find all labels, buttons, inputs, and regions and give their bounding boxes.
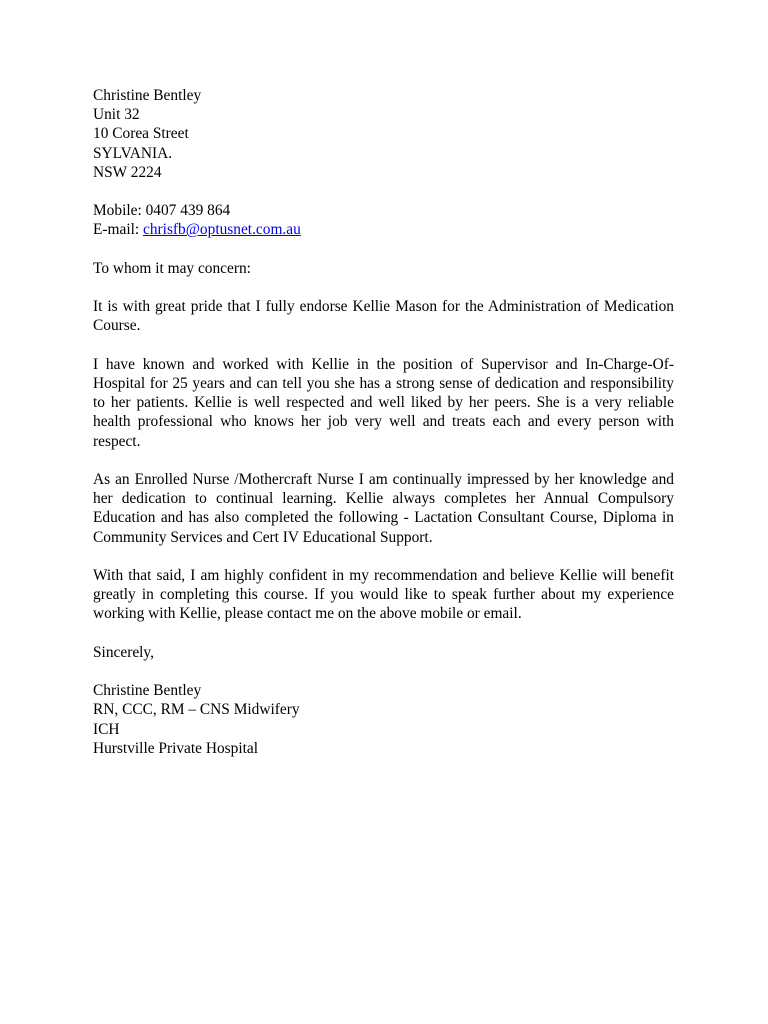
signature-name: Christine Bentley	[93, 682, 202, 700]
contact-details	[93, 201, 674, 239]
signature-credentials: RN, CCC, RM – CNS Midwifery	[93, 701, 300, 719]
closing: Sincerely,	[93, 643, 154, 661]
email-link[interactable]: chrisfb@optusnet.com.au	[143, 221, 301, 239]
salutation: To whom it may concern:	[93, 259, 251, 277]
paragraph-endorsement: It is with great pride that I fully endorse Kellie Mason for the Administration of Medication Course.	[93, 298, 674, 335]
paragraph-recommendation: With that said, I am highly confident in my recommendation and believe Kellie will benefit greatly in completing this course. If you would like to speak further about my experience working with Kellie, please contact me on the above mobile or email.	[93, 566, 674, 623]
sender-unit: Unit 32	[93, 106, 140, 124]
mobile-number: 0407 439 864	[145, 202, 231, 220]
signature-role: ICH	[93, 720, 120, 738]
paragraph-experience: I have known and worked with Kellie in the position of Supervisor and In-Charge-Of-Hospital for 25 years and can tell you she has a strong sense of dedication and responsibility to her patients. Kellie is well respected and well liked by her peers. She is a very reliable health professional who knows her job very well and treats each and every person with respect.	[93, 355, 674, 450]
email-line	[93, 220, 674, 239]
sender-street: 10 Corea Street	[93, 125, 189, 143]
signature-organisation: Hurstville Private Hospital	[93, 739, 258, 757]
letter-page	[93, 86, 674, 758]
signature-block	[93, 681, 674, 758]
sender-suburb: SYLVANIA.	[93, 144, 173, 162]
sender-state-postcode: NSW 2224	[93, 163, 162, 181]
email-label: E-mail:	[93, 221, 144, 239]
sender-name: Christine Bentley	[93, 87, 202, 104]
paragraph-education: As an Enrolled Nurse /Mothercraft Nurse I am continually impressed by her knowledge and her dedication to continual learning. Kellie always completes her Annual Compulsory Education and has also completed the following - Lactation Consultant Course, Diploma in Community Services and Cert IV Educational Support.	[93, 470, 674, 546]
mobile-label: Mobile:	[93, 202, 146, 220]
mobile-line	[93, 201, 674, 220]
sender-address	[93, 86, 674, 182]
